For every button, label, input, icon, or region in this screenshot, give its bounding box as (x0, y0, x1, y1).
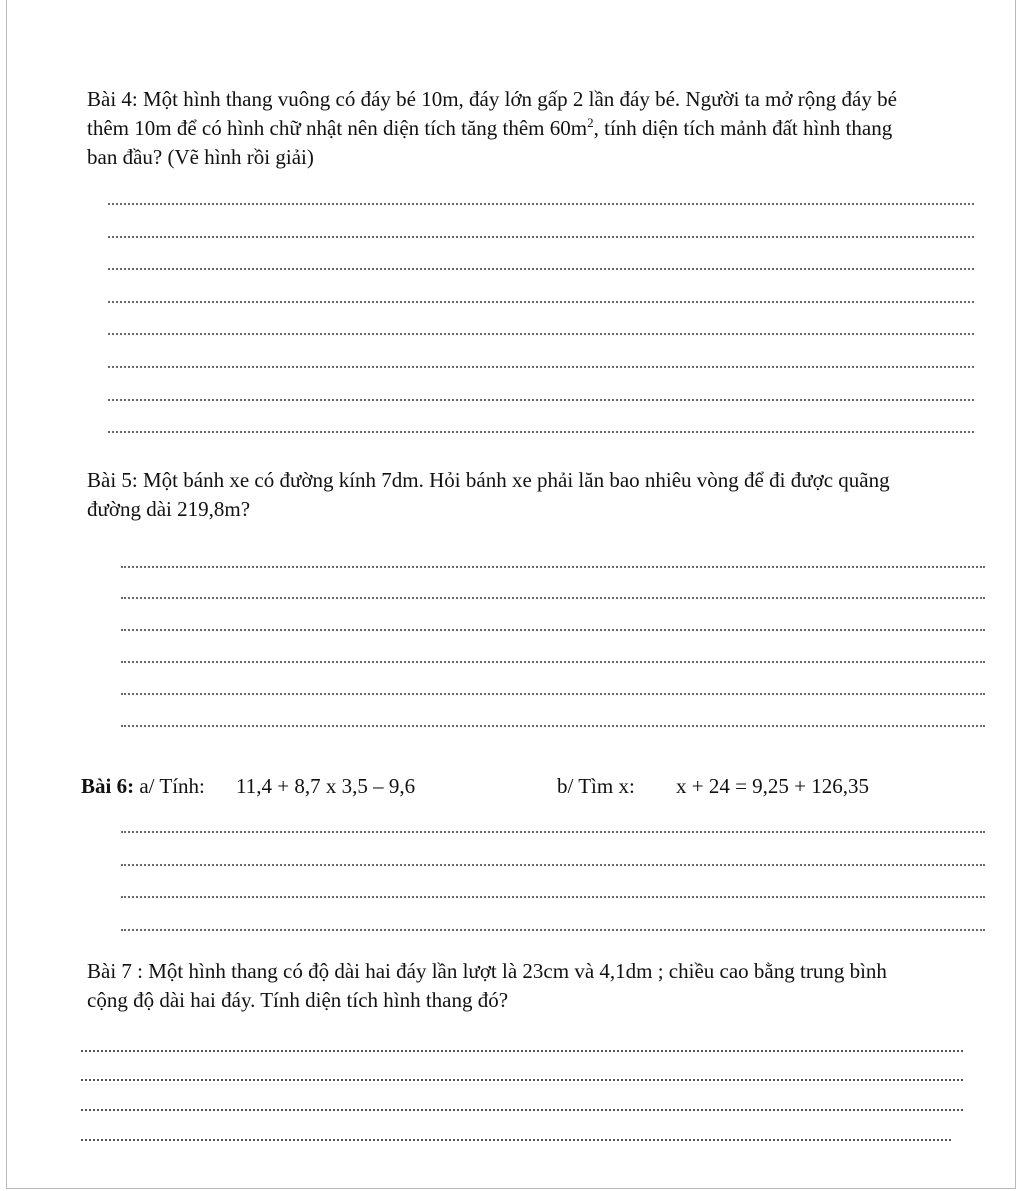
answer-line[interactable] (81, 1139, 951, 1141)
answer-line[interactable] (108, 333, 974, 335)
answer-line[interactable] (81, 1050, 963, 1052)
exercise-6-part-b-label: b/ Tìm x: (557, 774, 635, 798)
answer-line[interactable] (121, 896, 985, 898)
answer-line[interactable] (108, 203, 974, 205)
answer-line[interactable] (81, 1109, 963, 1111)
exercise-6-part-a-expression: 11,4 + 8,7 x 3,5 – 9,6 (236, 774, 416, 798)
exercise-4-superscript: 2 (587, 115, 594, 130)
exercise-7-line-1: Bài 7 : Một hình thang có độ dài hai đáy lần lượt là 23cm và 4,1dm ; chiều cao bằng trung bình (87, 959, 887, 983)
exercise-7-text (87, 957, 992, 1015)
exercise-4-line-3: ban đầu? (Vẽ hình rồi giải) (87, 145, 314, 169)
answer-line[interactable] (121, 597, 985, 599)
exercise-6-part-a-label: a/ Tính: (139, 774, 205, 798)
answer-line[interactable] (121, 831, 985, 833)
answer-line[interactable] (121, 661, 985, 663)
answer-line[interactable] (121, 566, 985, 568)
exercise-5-line-2: đường dài 219,8m? (87, 497, 251, 521)
answer-line[interactable] (121, 693, 985, 695)
exercise-6-part-b-expression: x + 24 = 9,25 + 126,35 (676, 774, 870, 798)
answer-line[interactable] (108, 366, 974, 368)
exercise-6-row (81, 772, 205, 801)
answer-line[interactable] (108, 268, 974, 270)
document-page (6, 0, 1016, 1189)
answer-line[interactable] (108, 399, 974, 401)
exercise-5-line-1: Bài 5: Một bánh xe có đường kính 7dm. Hỏi bánh xe phải lăn bao nhiêu vòng để đi được quãng (87, 468, 890, 492)
answer-line[interactable] (108, 236, 974, 238)
answer-line[interactable] (121, 725, 985, 727)
answer-line[interactable] (121, 864, 985, 866)
exercise-4-line-2 (87, 114, 992, 143)
answer-line[interactable] (108, 301, 974, 303)
answer-line[interactable] (121, 629, 985, 631)
exercise-4-line-2-part-b: , tính diện tích mảnh đất hình thang (593, 116, 893, 140)
exercise-4-line-2-part-a: thêm 10m để có hình chữ nhật nên diện tích tăng thêm 60m (87, 116, 588, 140)
answer-line[interactable] (108, 431, 974, 433)
exercise-7-line-2: cộng độ dài hai đáy. Tính diện tích hình thang đó? (87, 988, 509, 1012)
exercise-6-label: Bài 6: (81, 774, 135, 798)
exercise-4-line-1: Bài 4: Một hình thang vuông có đáy bé 10m, đáy lớn gấp 2 lần đáy bé. Người ta mở rộng đáy bé (87, 87, 897, 111)
answer-line[interactable] (81, 1079, 963, 1081)
exercise-5-text (87, 466, 992, 524)
answer-line[interactable] (121, 929, 985, 931)
exercise-4-text (87, 85, 992, 172)
